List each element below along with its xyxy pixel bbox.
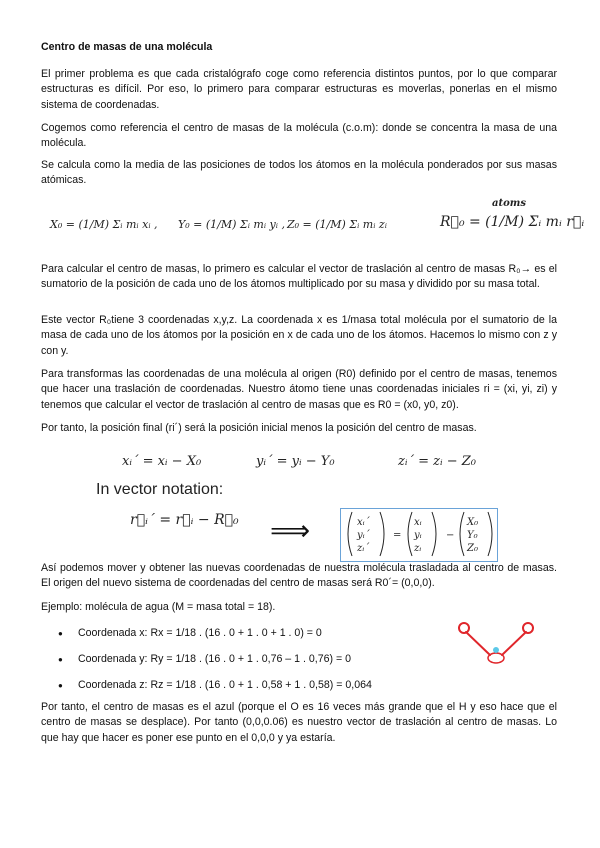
matrix-equals: = — [393, 530, 402, 541]
paragraph-reference: Cogemos como referencia el centro de masas de la molécula (c.o.m): donde se concentra la masa de una molécula. — [41, 122, 557, 150]
m2-2: zᵢ — [414, 543, 422, 554]
paragraph-translation-vector: Para calcular el centro de masas, lo primero es calcular el vector de traslación al centro de masas R₀→ es el sumatorio de la posición de cada uno de los átomos multiplicado por su masa y dividido por su masa total. — [41, 263, 557, 291]
m1-2: zᵢ´ — [357, 543, 370, 554]
m1-0: xᵢ´ — [357, 517, 370, 528]
paragraph-coordinates: Este vector R₀tiene 3 coordenadas x,y,z. La coordenada x es 1/masa total molécula por el sumatorio de la masa de cada uno de los átomos por la posición en x de cada uno de los átomos. Hacemos lo mismo con z y con y. — [41, 314, 557, 357]
implies-arrow-icon: ⟹ — [270, 514, 311, 547]
hydrogen-atom-left — [459, 623, 469, 633]
bond-left — [466, 632, 490, 655]
formula-atoms-label: atoms — [492, 198, 526, 209]
section-title: Centro de masas de una molécula — [41, 41, 213, 53]
formula-z0: Z₀ = (1/M) Σᵢ mᵢ zᵢ — [287, 218, 387, 231]
paragraph-example: Ejemplo: molécula de agua (M = masa total = 18). — [41, 601, 276, 613]
paragraph-final-position: Por tanto, la posición final (ri´) será la posición inicial menos la posición del centro de masas. — [41, 422, 477, 434]
list-item: ● Coordenada z: Rz = 1/18 . (16 . 0 + 1 . 0,58 + 1 . 0,58) = 0,064 — [58, 678, 438, 704]
paragraph-transform: Para transformas las coordenadas de una molécula al origen (R0) definido por el centro de masas, tenemos que hacer una traslación de coordenadas. Nuestro átomo tiene unas coordenadas iniciales ri = (xi, yi, zi) y tenemos que calcular el vector de traslación al centro de masas que es R0 = (x0, y0, z0). — [41, 368, 557, 411]
m3-0: X₀ — [467, 517, 479, 528]
paragraph-conclusion: Por tanto, el centro de masas es el azul (porque el O es 16 veces más grande que el H y eso hace que el centro de masas se desplace). Por tanto (0,0,0.06) es nuestro vector de traslación al centro de masas. Lo que hay que hacer es poner ese punto en el 0,0,0 y ya estaría. — [41, 701, 557, 744]
paragraph-intro: El primer problema es que cada cristalógrafo coge como referencia distintos puntos, por lo que comparar estructuras es difícil. Por eso, lo primero para comparar estructuras es moverlas, ponerlas en el mismo sistema de coordenadas. — [41, 68, 557, 111]
vector-notation-label: In vector notation: — [96, 481, 224, 498]
formula-x0: X₀ = (1/M) Σᵢ mᵢ xᵢ , — [50, 218, 158, 231]
list-item: ● Coordenada y: Ry = 1/18 . (16 . 0 + 1 . 0,76 – 1 . 0,76) = 0 — [58, 652, 438, 678]
paragraph-mean: Se calcula como la media de las posiciones de todos los átomos en la molécula ponderados por sus masas atómicas. — [41, 159, 557, 187]
formula-yi: yᵢ´ = yᵢ − Y₀ — [256, 454, 335, 469]
m2-0: xᵢ — [414, 517, 422, 528]
formula-zi: zᵢ´ = zᵢ − Z₀ — [398, 454, 476, 469]
matrix-minus: − — [446, 530, 455, 541]
formula-y0: Y₀ = (1/M) Σᵢ mᵢ yᵢ , — [178, 218, 285, 231]
list-item: ● Coordenada x: Rx = 1/18 . (16 . 0 + 1 . 0 + 1 . 0) = 0 — [58, 626, 438, 652]
m3-1: Y₀ — [467, 530, 478, 541]
center-of-mass-marker — [493, 647, 499, 653]
m3-2: Z₀ — [467, 543, 478, 554]
formula-rvec: r⃗ᵢ´ = r⃗ᵢ − R⃗₀ — [130, 512, 239, 528]
paragraph-new-coordinates: Así podemos mover y obtener las nuevas coordenadas de nuestra molécula trasladada al centro de masas. El origen del nuevo sistema de coordenadas del centro de masas será R0´= (0,0,0). — [41, 562, 557, 590]
hydrogen-atom-right — [523, 623, 533, 633]
m1-1: yᵢ´ — [357, 530, 370, 541]
formula-r0: R⃗₀ = (1/M) Σᵢ mᵢ r⃗ᵢ — [440, 214, 585, 230]
oxygen-atom — [488, 653, 504, 663]
bond-right — [502, 632, 526, 655]
formula-xi: xᵢ´ = xᵢ − X₀ — [122, 454, 202, 469]
m2-1: yᵢ — [414, 530, 422, 541]
